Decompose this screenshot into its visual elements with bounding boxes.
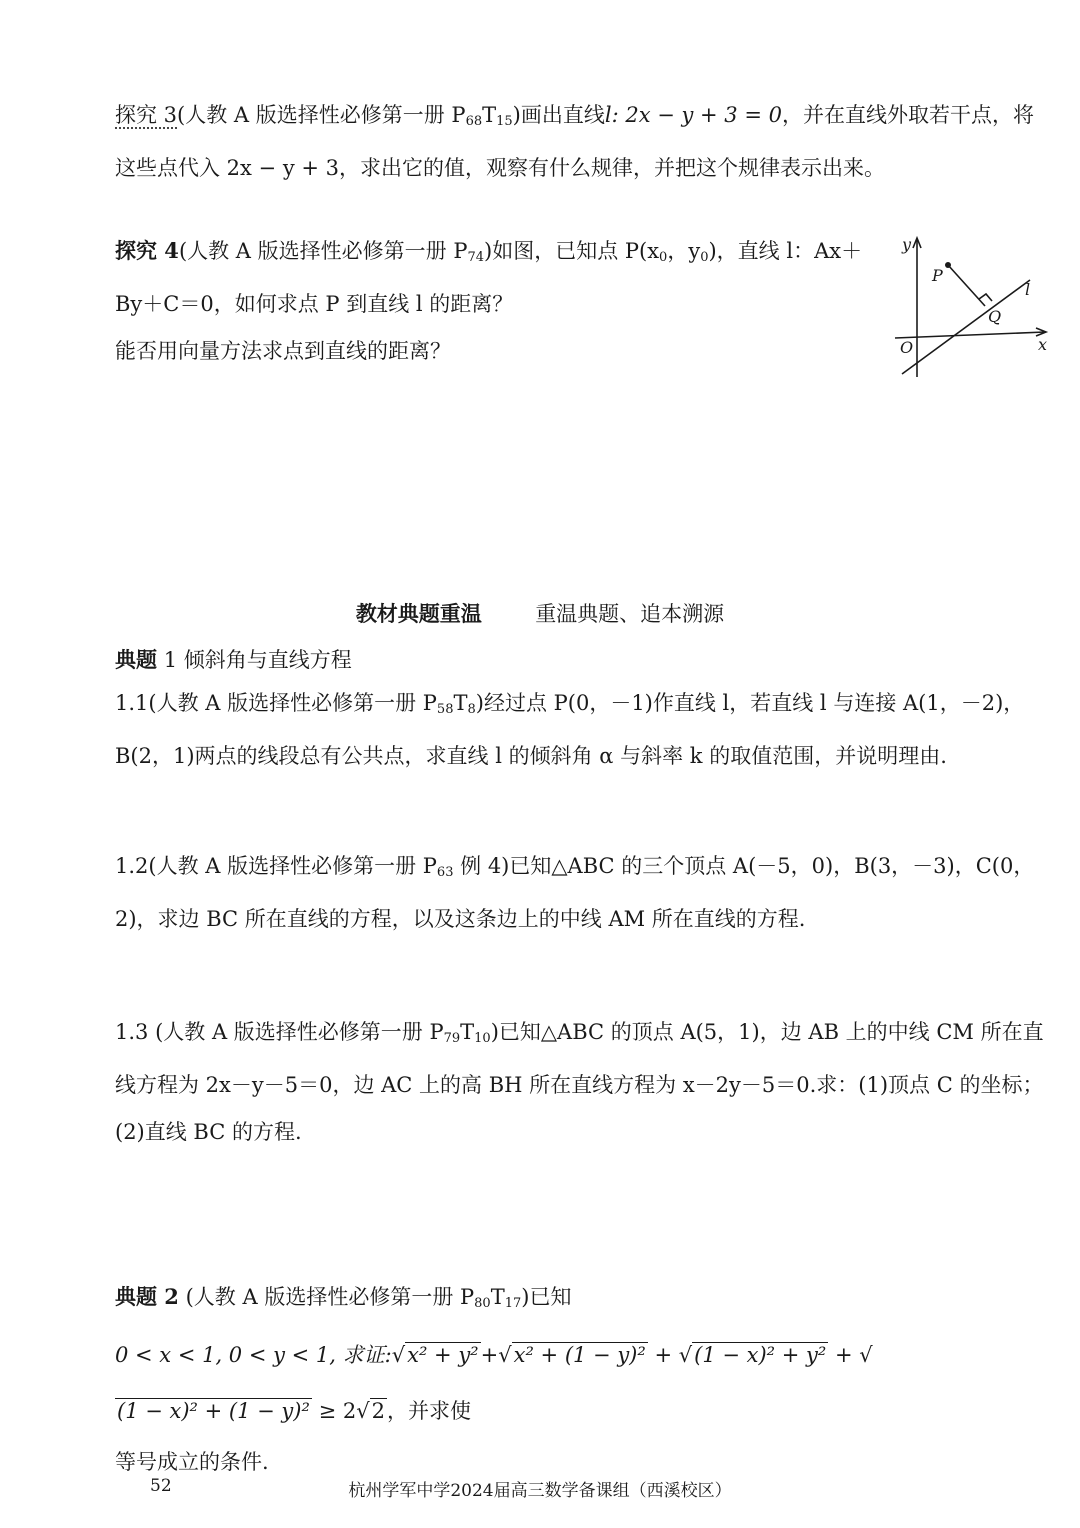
typical-problem-title: 倾斜角与直线方程 [183, 648, 352, 672]
problem-1-2 [115, 843, 1034, 943]
problem-sub: 10 [474, 1031, 491, 1046]
exploration-4-line-3: 能否用向量方法求点到直线的距离？ [115, 339, 451, 363]
text: (人教 A 版选择性必修第一册 P [178, 239, 468, 263]
radical-1: x² + y² [407, 1343, 479, 1367]
text: T [453, 691, 468, 715]
problem-1-2-line-1 [115, 843, 1034, 896]
text: ，y [667, 239, 701, 263]
page-sub: 58 [436, 702, 454, 717]
perpendicular-PQ [948, 265, 985, 306]
radical-2: x² + (1 − y)² [513, 1343, 646, 1367]
page-sub: 74 [467, 250, 484, 265]
exploration-3-line-1 [115, 92, 1034, 145]
typical-problem-number: 1 [163, 648, 178, 672]
label-y: y [902, 235, 912, 254]
text: )如图，已知点 P(x [484, 239, 660, 263]
source-ref: (人教 A 版选择性必修第一册 P [177, 103, 466, 127]
problem-1-1 [115, 680, 1024, 780]
problem-1-3-line-1 [115, 1009, 1044, 1062]
distance-figure [890, 232, 1050, 382]
label-l: l [1025, 280, 1031, 299]
problem-1-2-line-2: 2)，求边 BC 所在直线的方程，以及这条边上的中线 AM 所在直线的方程. [115, 907, 806, 931]
typical-problem-1-heading [115, 636, 352, 684]
exploration-4-line-2: By＋C＝0，如何求点 P 到直线 l 的距离？ [115, 292, 514, 316]
page-sub: 63 [436, 865, 454, 880]
exploration-4-line-1 [115, 227, 885, 281]
sub-0: 0 [659, 250, 668, 265]
label-O: O [900, 338, 914, 357]
problem-sub: 17 [504, 1296, 522, 1311]
exploration-3-label: 探究 3 [115, 103, 178, 127]
page-sub: 79 [443, 1031, 461, 1046]
line-l [902, 280, 1030, 374]
problem-sub: 8 [467, 702, 476, 717]
problem-1-3-line-3: (2)直线 BC 的方程. [115, 1120, 302, 1144]
right-angle-mark [979, 294, 992, 301]
typical-problem-label: 典题 [115, 647, 157, 672]
typical-problem-label: 典题 2 [115, 1284, 179, 1309]
footer-text: 杭州学军中学2024届高三数学备课组（西溪校区） [348, 1481, 732, 1501]
page-sub: 80 [474, 1296, 491, 1311]
tail-text: ，并求使 [386, 1399, 471, 1423]
ge-sign: ≥ 2 [318, 1399, 357, 1423]
text: 1.3 (人教 A 版选择性必修第一册 P [115, 1020, 444, 1044]
exploration-3-line-2: 这些点代入 2x − y + 3，求出它的值，观察有什么规律，并把这个规律表示出来。 [115, 156, 885, 180]
radical-3: (1 − x)² + y² [694, 1343, 827, 1367]
text: ，并在直线外取若干点，将 [781, 103, 1034, 127]
typical-problem-2 [115, 1273, 1045, 1486]
text: 1.1(人教 A 版选择性必修第一册 P [115, 691, 437, 715]
line-l: l [604, 103, 612, 127]
label-x: x [1038, 335, 1048, 354]
text: )经过点 P(0，－1)作直线 l，若直线 l 与连接 A(1，－2)， [475, 691, 1025, 715]
section-heading [0, 596, 1080, 632]
exploration-4-label: 探究 4 [115, 238, 179, 263]
point-P [945, 262, 951, 268]
problem-1-1-line-2: B(2，1)两点的线段总有公共点，求直线 l 的倾斜角 α 与斜率 k 的取值范围，并说明理由. [115, 744, 947, 768]
exploration-4 [115, 227, 885, 375]
section-title: 教材典题重温 [355, 601, 482, 626]
radical-5: 2 [371, 1399, 385, 1423]
label-Q: Q [988, 307, 1002, 326]
sub-0: 0 [700, 250, 709, 265]
condition: 0 < x < 1, 0 < y < 1, 求证: [115, 1343, 392, 1367]
typical-problem-2-line-3: 等号成立的条件. [115, 1450, 269, 1474]
source-t: T [482, 103, 497, 127]
equation: : 2x − y + 3 = 0 [611, 103, 782, 127]
problem-sub: 15 [496, 114, 513, 129]
inequality-line: 0 < x < 1, 0 < y < 1, 求证:√x² + y²+√x² + (1 − y)² + √(1 − x)² + y² + √(1 − x)² + (1 − y)² ≥ 2√2，并求使 [115, 1343, 873, 1423]
exploration-3 [115, 92, 1034, 192]
typical-problem-2-line-1 [115, 1273, 1045, 1327]
text: 例 4)已知△ABC 的三个顶点 A(－5，0)，B(3，－3)，C(0， [453, 854, 1035, 878]
label-P: P [932, 266, 943, 285]
text: )已知 [521, 1285, 572, 1309]
text: 1.2(人教 A 版选择性必修第一册 P [115, 854, 437, 878]
problem-1-1-line-1 [115, 680, 1024, 733]
problem-1-3-line-2: 线方程为 2x－y－5＝0，边 AC 上的高 BH 所在直线方程为 x－2y－5＝0.求：(1)顶点 C 的坐标； [115, 1073, 1044, 1097]
text: )画出直线 [512, 103, 605, 127]
problem-1-3 [115, 1009, 1044, 1156]
radical-4: (1 − x)² + (1 − y)² [117, 1399, 310, 1423]
text: T [490, 1285, 505, 1309]
text: T [460, 1020, 475, 1044]
text: )已知△ABC 的顶点 A(5，1)，边 AB 上的中线 CM 所在直 [490, 1020, 1044, 1044]
text: )，直线 l：Ax＋ [708, 239, 863, 263]
page-number: 52 [150, 1476, 172, 1496]
text: (人教 A 版选择性必修第一册 P [178, 1285, 475, 1309]
section-subtitle: 重温典题、追本溯源 [535, 602, 725, 626]
page-sub: 68 [465, 114, 483, 129]
